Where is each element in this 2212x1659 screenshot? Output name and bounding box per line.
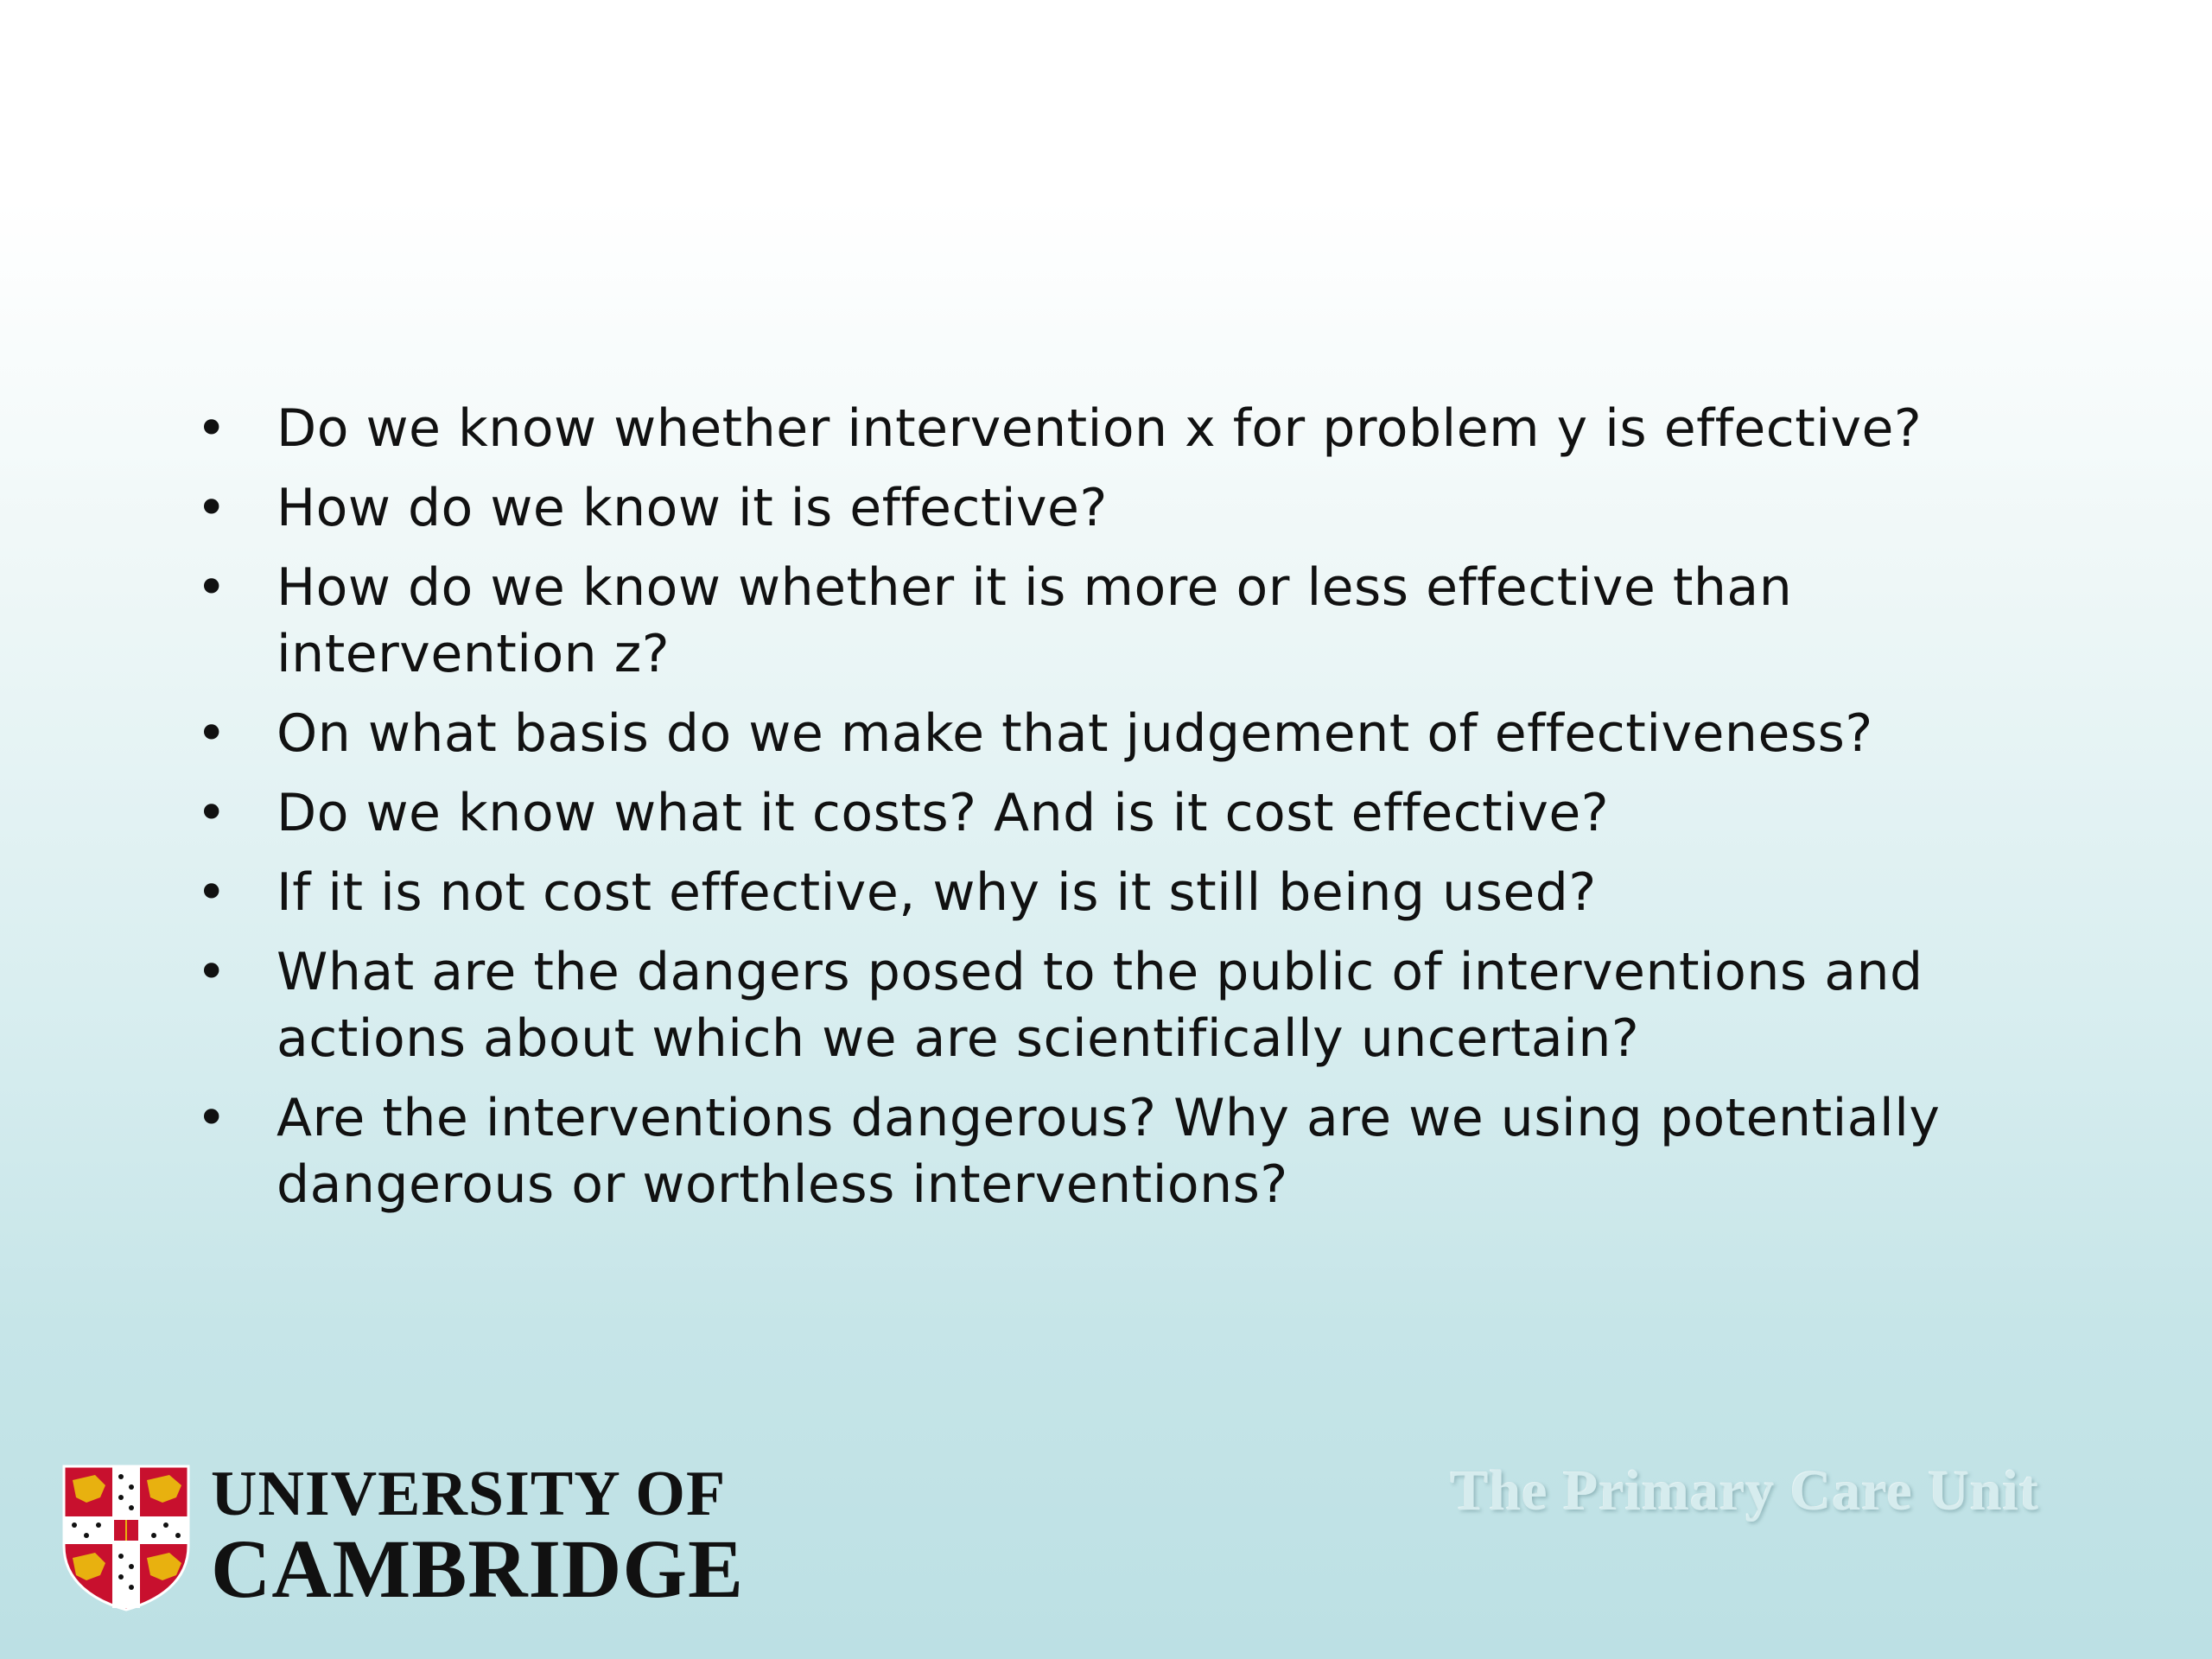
bullet-text: How do we know it is effective? [276,478,1108,538]
bullet-text: On what basis do we make that judgement of effectiveness? [276,703,1873,764]
university-logo [60,1459,745,1615]
university-wordmark [211,1459,745,1615]
bullet-marker: • [196,862,227,923]
bullet-item [186,396,2069,462]
bullet-marker: • [196,398,227,459]
bullet-text-continuation: dangerous or worthless interventions? [276,1154,1288,1215]
university-line1: UNIVERSITY OF [211,1459,727,1529]
bullet-marker: • [196,942,227,1002]
bullet-text: Do we know whether intervention x for problem y is effective? [276,398,1923,459]
bullet-text: What are the dangers posed to the public of interventions and [276,942,1923,1002]
bullet-text: If it is not cost effective, why is it still being used? [276,862,1597,923]
bullet-item [186,860,2069,926]
bullet-marker: • [196,783,227,843]
bullet-item [186,1085,2069,1218]
bullet-list [186,396,2069,1231]
bullet-marker: • [196,1088,227,1148]
unit-name: The Primary Care Unit [1450,1459,2039,1522]
bullet-item [186,939,2069,1072]
university-line2: CAMBRIDGE [211,1522,745,1615]
bullet-item [186,780,2069,847]
bullet-text: Do we know what it costs? And is it cost effective? [276,783,1610,843]
bullet-text-continuation: intervention z? [276,624,671,684]
bullet-item [186,701,2069,767]
bullet-item [186,555,2069,688]
bullet-marker: • [196,703,227,764]
cambridge-crest-icon [60,1463,192,1611]
bullet-text: Are the interventions dangerous? Why are we using potentially [276,1088,1941,1148]
bullet-item [186,475,2069,542]
bullet-text: How do we know whether it is more or less effective than [276,557,1793,618]
bullet-text-continuation: actions about which we are scientifically uncertain? [276,1008,1640,1069]
bullet-marker: • [196,478,227,538]
bullet-marker: • [196,557,227,618]
